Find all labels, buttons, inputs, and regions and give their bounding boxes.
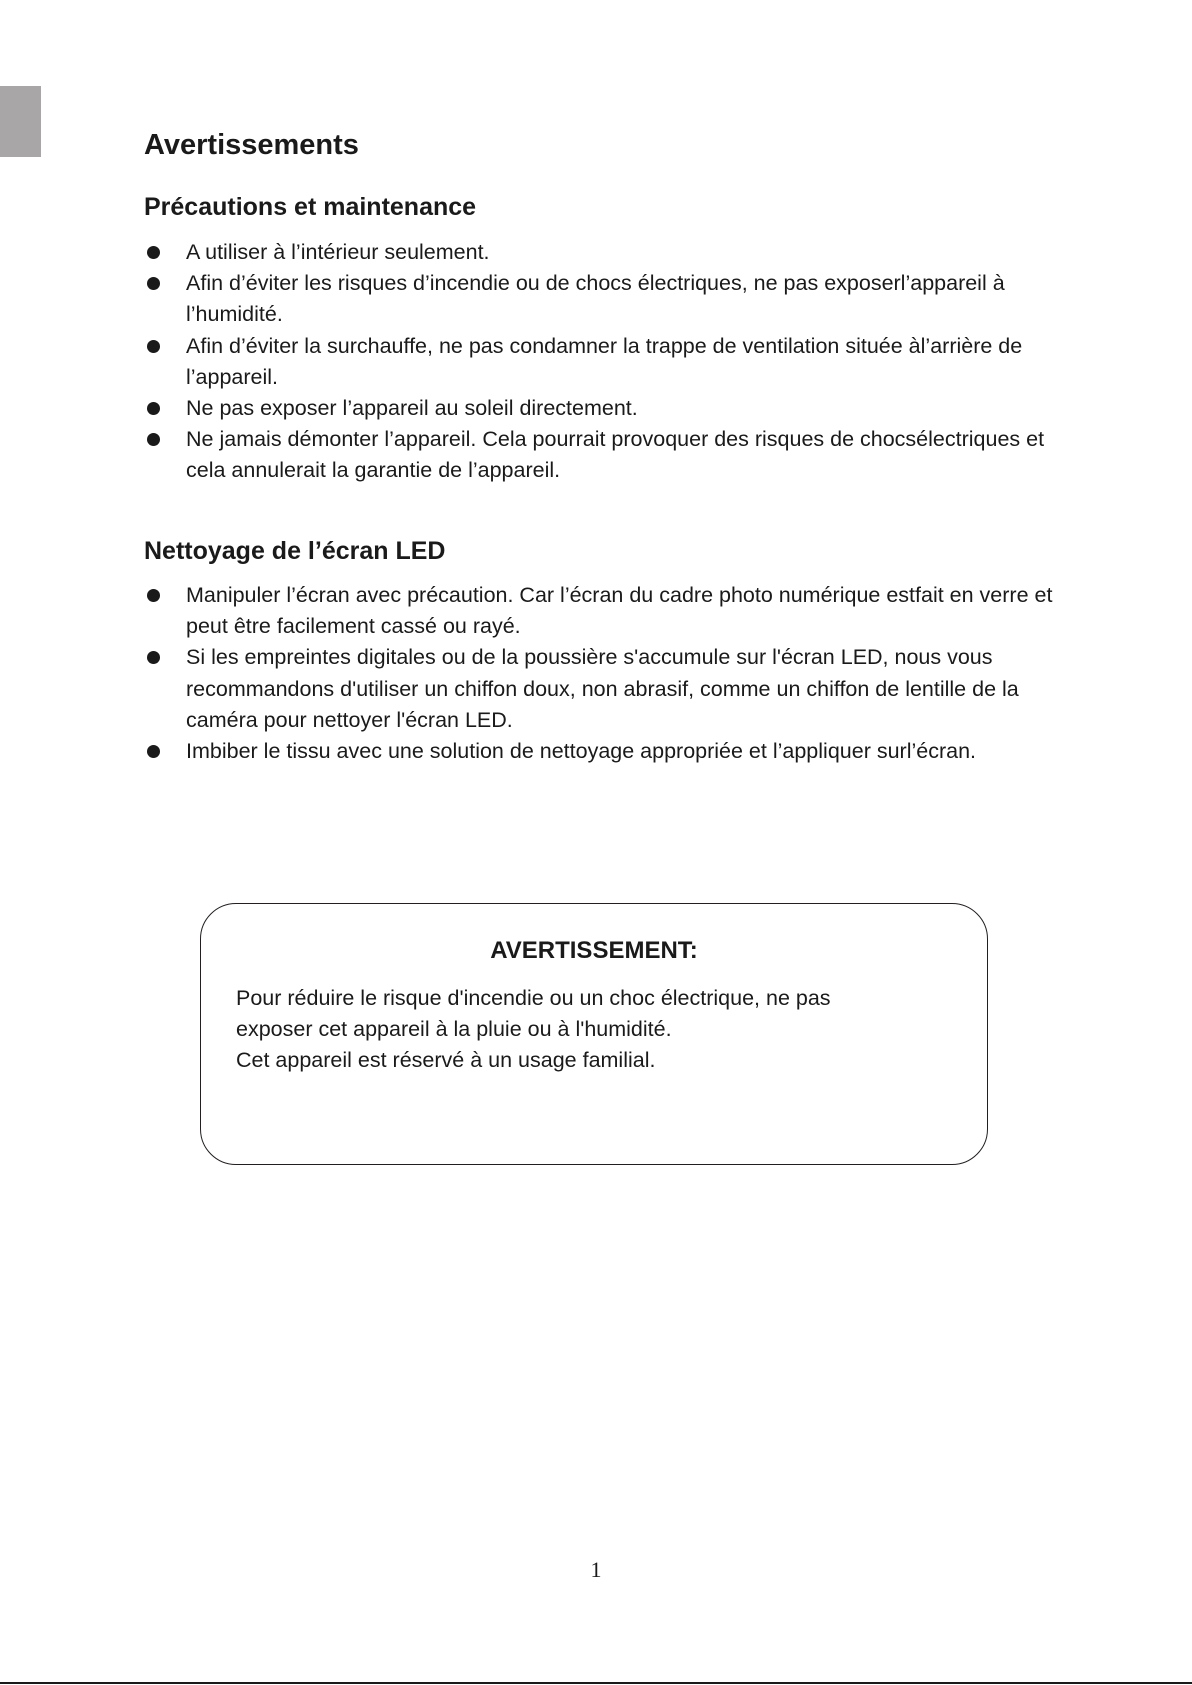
list-item-text: Si les empreintes digitales ou de la poussière s'accumule sur l'écran LED, nous vous recommandons d'utiliser un chiffon doux, non abrasif, comme un chiffon de lentille de la caméra pour nettoyer l'écran LED. [186,645,1019,732]
list-item [144,642,1064,736]
warning-title: AVERTISSEMENT: [490,937,698,964]
cleaning-heading: Nettoyage de l’écran LED [144,537,446,565]
list-item [144,268,1064,330]
bottom-rule [0,1682,1192,1684]
list-item [144,393,1064,424]
list-item [144,580,1064,642]
bullet-icon [147,745,160,758]
bullet-icon [147,340,160,353]
cleaning-list [144,580,1064,767]
warning-line: Cet appareil est réservé à un usage familial. [236,1048,656,1073]
warning-box [200,903,988,1165]
bullet-icon [147,277,160,290]
list-item [144,736,1064,767]
bullet-icon [147,433,160,446]
bullet-icon [147,651,160,664]
bullet-icon [147,402,160,415]
page-number: 1 [590,1557,602,1582]
list-item [144,331,1064,393]
precautions-heading: Précautions et maintenance [144,193,477,221]
warning-line: exposer cet appareil à la pluie ou à l'humidité. [236,1017,672,1042]
list-item-text: Afin d’éviter la surchauffe, ne pas condamner la trappe de ventilation située àl’arrière de l’appareil. [186,333,1023,389]
list-item-text: Ne jamais démonter l’appareil. Cela pourrait provoquer des risques de chocsélectriques et cela annulerait la garantie de l’appareil. [186,427,1045,483]
list-item [144,237,1064,268]
list-item-text: Afin d’éviter les risques d’incendie ou de chocs électriques, ne pas exposerl’appareil à l’humidité. [186,271,1005,327]
bullet-icon [147,589,160,602]
list-item [144,424,1064,486]
list-item-text: Manipuler l’écran avec précaution. Car l’écran du cadre photo numérique estfait en verre et peut être facilement cassé ou rayé. [186,583,1053,639]
page-title: Avertissements [144,129,359,161]
list-item-text: Imbiber le tissu avec une solution de nettoyage appropriée et l’appliquer surl’écran. [186,739,976,764]
warning-line: Pour réduire le risque d'incendie ou un choc électrique, ne pas [236,986,831,1010]
list-item-text: A utiliser à l’intérieur seulement. [186,240,490,264]
side-tab-marker [0,86,41,157]
bullet-icon [147,246,160,259]
warning-text [236,983,966,1077]
precautions-list [144,237,1064,487]
list-item-text: Ne pas exposer l’appareil au soleil directement. [186,396,638,421]
